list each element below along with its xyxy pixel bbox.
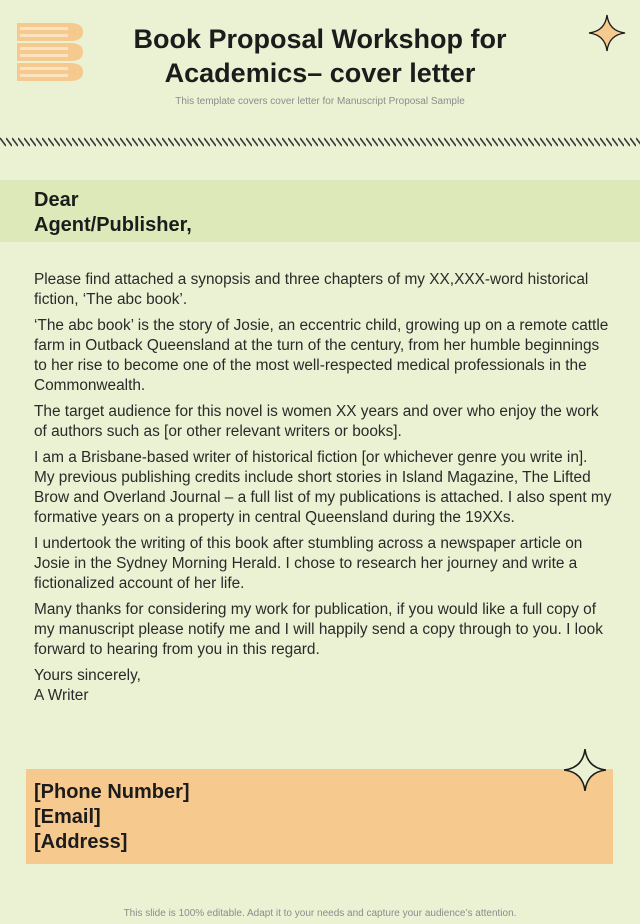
contact-email: [Email] [34,806,101,828]
sparkle-star-icon [588,14,626,52]
contact-phone: [Phone Number] [34,781,190,803]
signature: A Writer [34,687,89,704]
contact-address: [Address] [34,831,128,853]
letter-paragraph: I am a Brisbane-based writer of historical fiction [or whichever genre you write in]. My previous publishing credits include short stories in Island Magazine, The Lifted Brow and Overland Journal – a full list of my publications is attached. I also spent my formative years on a property in central Queensland during the 19XXs. [34,449,612,526]
salutation-line-1: Dear [34,189,79,211]
salutation [34,188,334,238]
letter-paragraph: I undertook the writing of this book after stumbling across a newspaper article on Josie in the Sydney Morning Herald. I chose to research her journey and write a fictionalized account of her life. [34,535,583,592]
letter-paragraph: ‘The abc book’ is the story of Josie, an eccentric child, growing up on a remote cattle farm in Outback Queensland at the turn of the century, from her humble beginnings to her rise to become one of the most well-respected medical professionals in the Commonwealth. [34,317,609,394]
letter-paragraph: Many thanks for considering my work for publication, if you would like a full copy of my manuscript please notify me and I will happily send a copy through to you. I look forward to hearing from you in this regard. [34,601,603,658]
zigzag-divider [0,136,640,148]
closing-phrase: Yours sincerely, [34,667,141,684]
letter-paragraph: Please find attached a synopsis and three chapters of my XX,XXX-word historical fiction, ‘The abc book’. [34,271,589,308]
page-title: Book Proposal Workshop for Academics– cover letter [133,24,507,88]
books-icon [12,14,88,84]
letter-closing [34,666,612,706]
page-subtitle: This template covers cover letter for Manuscript Proposal Sample [175,96,465,107]
salutation-line-2: Agent/Publisher, [34,214,192,236]
letter-body [34,270,612,706]
footer-note: This slide is 100% editable. Adapt it to your needs and capture your audience’s attention. [123,908,517,919]
letter-paragraph: The target audience for this novel is women XX years and over who enjoy the work of authors such as [or other relevant writers or books]. [34,403,599,440]
sparkle-star-icon [563,748,607,792]
